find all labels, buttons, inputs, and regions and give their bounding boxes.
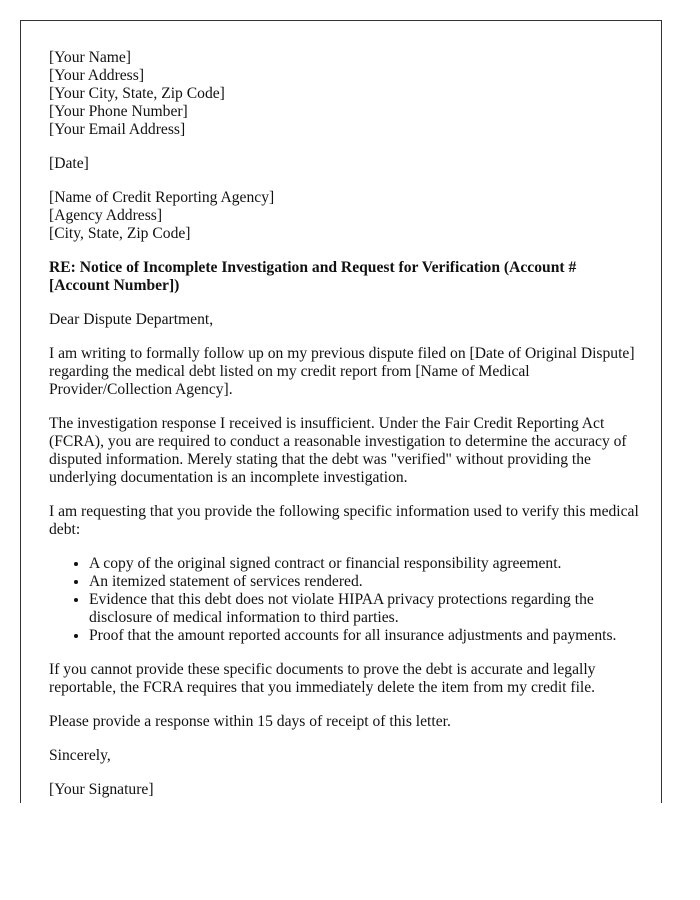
body-paragraph: I am writing to formally follow up on my previous dispute filed on [Date of Original Dispute] regarding the medical debt listed on my credit report from [Name of Medical Provider/Collection Agency]. xyxy=(49,345,635,398)
list-item: • Evidence that this debt does not violate HIPAA privacy protections regarding the disclosure of medical information to third parties. xyxy=(89,591,649,627)
sender-city: [Your City, State, Zip Code] xyxy=(49,85,225,102)
letter-page xyxy=(20,20,662,803)
list-item: • An itemized statement of services rendered. xyxy=(89,573,649,591)
recipient-name: [Name of Credit Reporting Agency] xyxy=(49,189,275,206)
sender-block xyxy=(49,49,639,139)
signoff: Sincerely, xyxy=(49,747,111,764)
recipient-block xyxy=(49,189,639,243)
list-item: • Proof that the amount reported accounts for all insurance adjustments and payments. xyxy=(89,627,649,645)
body-paragraph: If you cannot provide these specific documents to prove the debt is accurate and legally reportable, the FCRA requires that you immediately delete the item from my credit file. xyxy=(49,661,596,696)
request-list xyxy=(49,555,649,645)
sender-address: [Your Address] xyxy=(49,67,145,84)
salutation: Dear Dispute Department, xyxy=(49,311,214,328)
body-paragraph: I am requesting that you provide the following specific information used to verify this medical debt: xyxy=(49,503,639,538)
sender-phone: [Your Phone Number] xyxy=(49,103,188,120)
recipient-address: [Agency Address] xyxy=(49,207,163,224)
sender-name: [Your Name] xyxy=(49,49,132,66)
body-paragraph: The investigation response I received is insufficient. Under the Fair Credit Reporting Act (FCRA), you are required to conduct a reasonable investigation to determine the accuracy of disputed information. Merely stating that the debt was "verified" without providing the underlying documentation is an incomplete investigation. xyxy=(49,415,627,486)
signature: [Your Signature] xyxy=(49,781,154,798)
recipient-city: [City, State, Zip Code] xyxy=(49,225,191,242)
date: [Date] xyxy=(49,155,89,172)
body-paragraph: Please provide a response within 15 days of receipt of this letter. xyxy=(49,713,451,730)
list-item: • A copy of the original signed contract or financial responsibility agreement. xyxy=(89,555,649,573)
subject-line: RE: Notice of Incomplete Investigation and Request for Verification (Account # [Account Number]) xyxy=(49,259,577,294)
sender-email: [Your Email Address] xyxy=(49,121,186,138)
